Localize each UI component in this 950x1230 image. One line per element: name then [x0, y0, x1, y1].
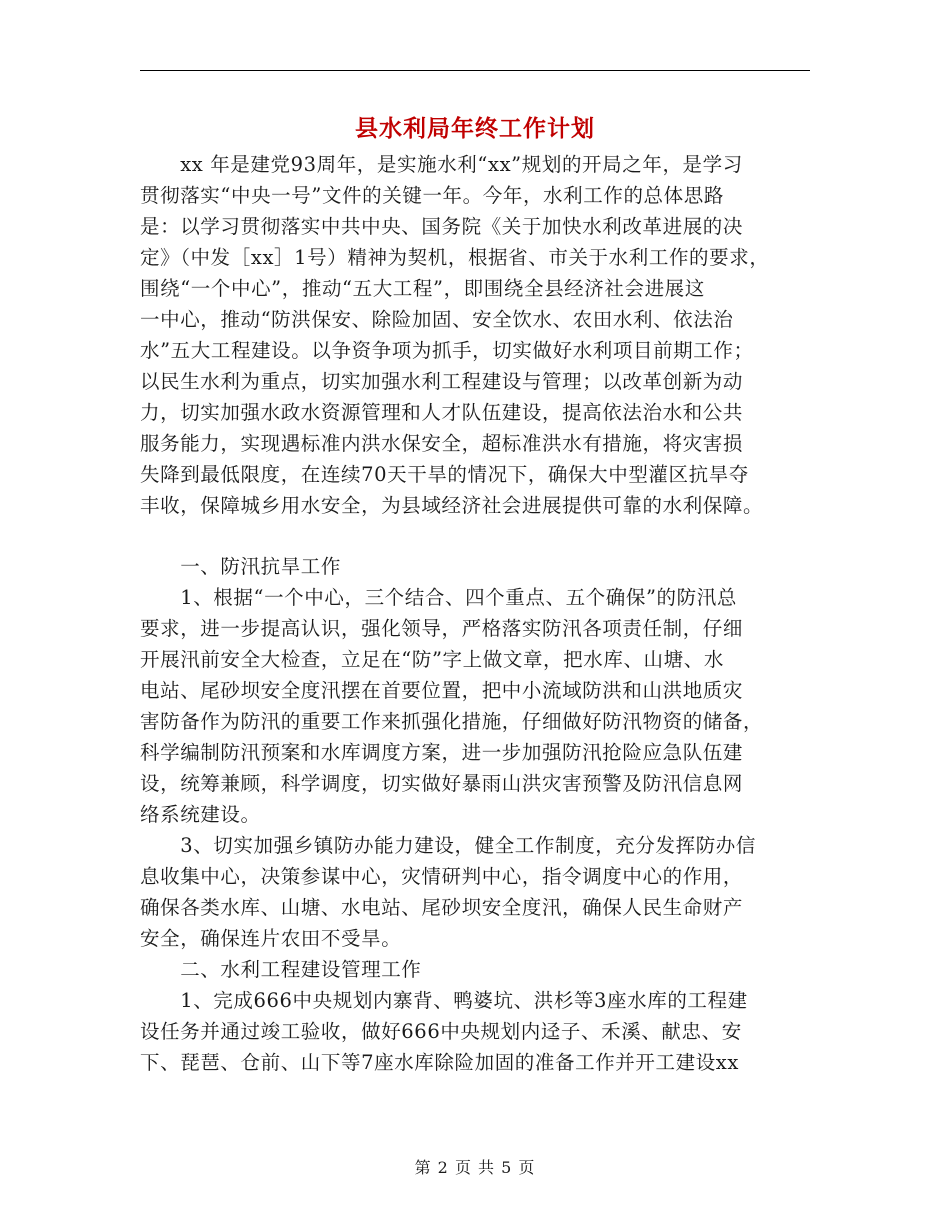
- body-line: 是：以学习贯彻落实中共中央、国务院《关于加快水利改革进展的决: [140, 215, 744, 238]
- body-line: 害防备作为防汛的重要工作来抓强化措施，仔细做好防汛物资的储备，: [140, 710, 764, 733]
- body-line: 设任务并通过竣工验收，做好666中央规划内迳子、禾溪、献忠、安: [140, 1020, 742, 1043]
- body-line: 一中心，推动“防洪保安、除险加固、安全饮水、农田水利、依法治: [140, 308, 734, 331]
- body-line: 要求，进一步提高认识，强化领导，严格落实防汛各项责任制，仔细: [140, 617, 744, 640]
- page-footer: 第 2 页 共 5 页: [414, 1158, 536, 1177]
- body-line: 科学编制防汛预案和水库调度方案，进一步加强防汛抢险应急队伍建: [140, 741, 744, 764]
- body-line: 络系统建设。: [140, 803, 261, 826]
- body-line: 力，切实加强水政水资源管理和人才队伍建设，提高依法治水和公共: [140, 401, 744, 424]
- body-line: 失降到最低限度，在连续70天干旱的情况下，确保大中型灌区抗旱夺: [140, 463, 749, 486]
- body-line: 息收集中心，决策参谋中心，灾情研判中心，指令调度中心的作用，: [140, 865, 744, 888]
- body-line: 3、切实加强乡镇防办能力建设，健全工作制度，充分发挥防办信: [140, 834, 757, 857]
- body-line: 安全，确保连片农田不受旱。: [140, 927, 402, 950]
- body-line: 下、琵琶、仓前、山下等7座水库除险加固的准备工作并开工建设xx: [140, 1051, 740, 1074]
- section-heading: 一、防汛抗旱工作: [140, 555, 342, 578]
- body-line: 以民生水利为重点，切实加强水利工程建设与管理；以改革创新为动: [140, 370, 744, 393]
- body-line: 电站、尾砂坝安全度汛摆在首要位置，把中小流域防洪和山洪地质灾: [140, 679, 744, 702]
- body-line: 1、完成666中央规划内寨背、鸭婆坑、洪杉等3座水库的工程建: [140, 989, 748, 1012]
- body-line: 开展汛前安全大检查，立足在“防”字上做文章，把水库、山塘、水: [140, 648, 724, 671]
- body-line: xx 年是建党93周年，是实施水利“xx”规划的开局之年，是学习: [140, 153, 743, 176]
- header-rule: [140, 70, 810, 71]
- body-line: 贯彻落实“中央一号”文件的关键一年。今年，水利工作的总体思路: [140, 184, 724, 207]
- body-line: 定》（中发［xx］1号）精神为契机，根据省、市关于水利工作的要求，: [140, 246, 770, 269]
- body-line: 确保各类水库、山塘、水电站、尾砂坝安全度汛，确保人民生命财产: [140, 896, 744, 919]
- section-heading: 二、水利工程建设管理工作: [140, 958, 422, 981]
- body-line: 丰收，保障城乡用水安全，为县域经济社会进展提供可靠的水利保障。: [140, 494, 764, 517]
- body-line: 1、根据“一个中心，三个结合、四个重点、五个确保”的防汛总: [140, 586, 737, 609]
- body-line: 水”五大工程建设。以争资争项为抓手，切实做好水利项目前期工作；: [140, 339, 754, 362]
- body-line: 围绕“一个中心”，推动“五大工程”，即围绕全县经济社会进展这: [140, 277, 705, 300]
- body-line: 设，统筹兼顾，科学调度，切实做好暴雨山洪灾害预警及防汛信息网: [140, 772, 744, 795]
- document-title: 县水利局年终工作计划: [355, 115, 595, 142]
- body-line: 服务能力，实现遇标准内洪水保安全，超标准洪水有措施，将灾害损: [140, 432, 744, 455]
